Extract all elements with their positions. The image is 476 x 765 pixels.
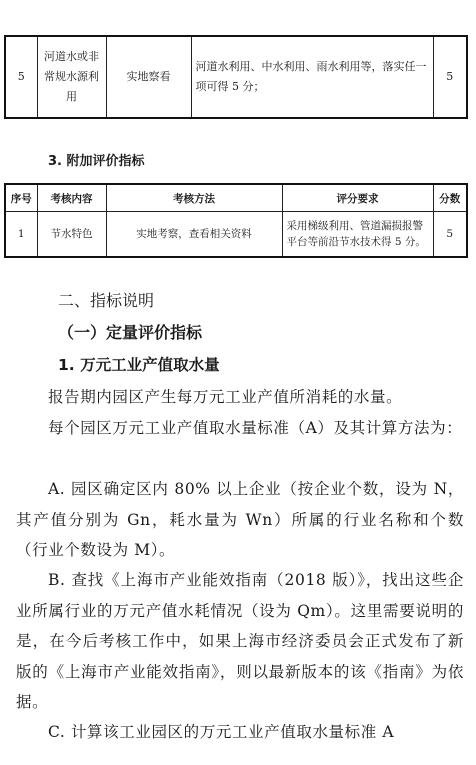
- paragraph: B. 查找《上海市产业能效指南（2018 版）》，找出这些企业所属行业的万元产值水耗情况（设为 Qm）。这里需要说明的是，在今后考核工作中，如果上海市经济委员会正式发布了新版的《上海市产业能效指南》，则以最新版本的该《指南》为依据。: [16, 571, 464, 711]
- paragraph: A. 园区确定区内 80% 以上企业（按企业个数，设为 N，其产值分别为 Gn，耗水量为 Wn）所属的行业名称和个数（行业个数设为 M）。: [16, 480, 464, 559]
- row-content: 河道水或非常规水源利用: [37, 36, 106, 118]
- row-score: 5: [433, 212, 467, 258]
- header-requirement: 评分要求: [282, 184, 433, 212]
- item-title: 1. 万元工业产值取水量: [58, 356, 220, 374]
- paragraph: C. 计算该工业园区的万元工业产值取水量标准 A: [48, 723, 395, 741]
- row-requirement: 采用梯级利用、管道漏损报警平台等前沿节水技术得 5 分。: [282, 212, 433, 258]
- header-index: 序号: [5, 184, 37, 212]
- paragraph: 每个园区万元工业产值取水量标准（A）及其计算方法为：: [48, 419, 463, 437]
- section-title: 二、指标说明: [58, 291, 155, 310]
- row-method: 实地察看: [106, 36, 191, 118]
- evaluation-table-continued: [4, 35, 468, 119]
- table-header-row: [5, 184, 467, 212]
- table-row: [5, 36, 467, 118]
- row-method: 实地考察，查看相关资料: [106, 212, 282, 258]
- row-score: 5: [433, 36, 467, 118]
- section-subtitle: （一）定量评价指标: [58, 323, 203, 342]
- header-score: 分数: [433, 184, 467, 212]
- row-index: 5: [5, 36, 37, 118]
- header-content: 考核内容: [37, 184, 106, 212]
- row-content: 节水特色: [37, 212, 106, 258]
- additional-indicators-table: [4, 183, 468, 258]
- table-row: [5, 212, 467, 258]
- row-index: 1: [5, 212, 37, 258]
- header-method: 考核方法: [106, 184, 282, 212]
- paragraph: 报告期内园区产生每万元工业产值所消耗的水量。: [48, 388, 403, 406]
- additional-indicators-heading: 3. 附加评价指标: [48, 154, 145, 169]
- row-requirement: 河道水利用、中水利用、雨水利用等，落实任一项可得 5 分；: [191, 36, 433, 118]
